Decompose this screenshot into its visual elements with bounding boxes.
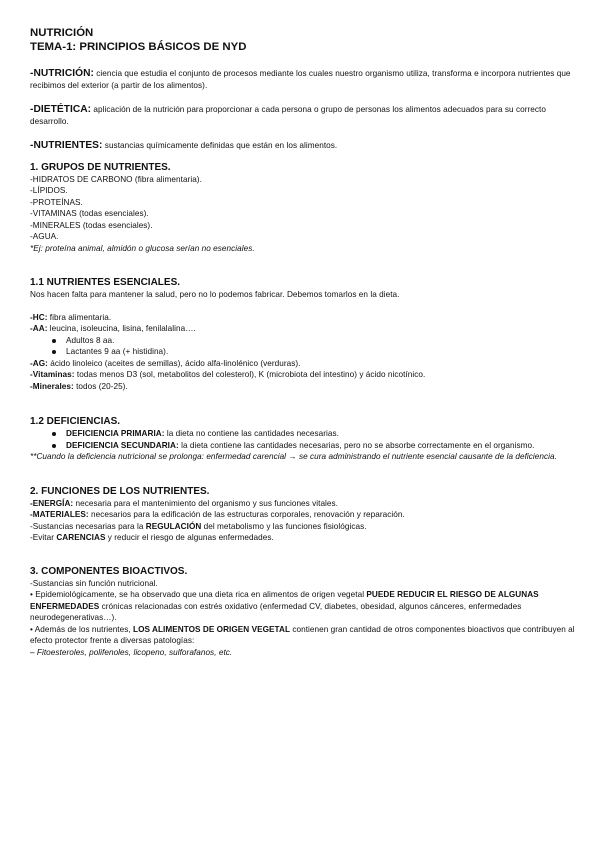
function-energia [30, 498, 575, 510]
function-carencias [30, 532, 575, 544]
list-item: -HIDRATOS DE CARBONO (fibra alimentaria). [30, 174, 202, 184]
text: leucina, isoleucina, lisina, fenilalalina…. [47, 324, 196, 333]
list-item: -AGUA. [30, 232, 59, 241]
essentials-intro: Nos hacen falta para mantener la salud, pero no lo podemos fabricar. Debemos tomarlos en la dieta. [30, 290, 400, 299]
definition-dietetica [30, 104, 575, 127]
text: ácido linoleico (aceites de semillas), ácido alfa-linolénico (verduras). [47, 358, 301, 368]
bioactive-examples: – Fitoesteroles, polifenoles, licopeno, sulforafanos, etc. [30, 647, 233, 657]
text: la dieta no contiene las cantidades necesarias. [164, 429, 339, 438]
definition-term: -NUTRIENTES: [30, 140, 103, 151]
text: necesarios para la edificación de las estructuras corporales, renovación y reparación. [88, 510, 405, 519]
bioactive-vegetal [30, 624, 575, 647]
bullet-item [30, 440, 575, 452]
definition-term: -DIETÉTICA: [30, 104, 92, 115]
text: crónicas relacionadas con estrés oxidativo (enfermedad CV, diabetes, obesidad, algunos cánceres, enfermedades neurodegenerativas…). [30, 601, 522, 622]
text: -Evitar [30, 533, 57, 542]
document-subtitle: TEMA-1: PRINCIPIOS BÁSICOS DE NYD [30, 41, 247, 53]
list-item: -MINERALES (todas esenciales). [30, 220, 153, 230]
text: la dieta contiene las cantidades necesarias, pero no se absorbe correctamente en el organismo. [178, 440, 535, 450]
section-heading-deficiencias: 1.2 DEFICIENCIAS. [30, 416, 121, 427]
list-item: -LÍPIDOS. [30, 186, 68, 195]
label: LOS ALIMENTOS DE ORIGEN VEGETAL [133, 624, 291, 634]
essentials-hc [30, 312, 575, 324]
essentials-ag [30, 358, 575, 370]
definition-text: ciencia que estudia el conjunto de procesos mediante los cuales nuestro organismo utiliza, transforma e incorpora nutrientes que recibimos del exterior (a partir de los alimentos). [30, 69, 571, 90]
list-item: -VITAMINAS (todas esenciales). [30, 209, 149, 218]
text: todas menos D3 (sol, metabolitos del colesterol), K (microbiota del intestino) y ácido nicotínico. [74, 370, 426, 379]
arrow-icon: → [288, 452, 297, 461]
text: necesaria para el mantenimiento del organismo y sus funciones vitales. [73, 498, 338, 508]
definition-term: -NUTRICIÓN: [30, 68, 94, 79]
document-title: NUTRICIÓN [30, 27, 94, 39]
section-heading-bioactivos: 3. COMPONENTES BIOACTIVOS. [30, 565, 188, 577]
bullet-item [30, 428, 575, 440]
bioactive-line: -Sustancias sin función nutricional. [30, 578, 158, 588]
label: DEFICIENCIA SECUNDARIA: [66, 440, 179, 450]
definition-text: aplicación de la nutrición para proporcionar a cada persona o grupo de personas los alimentos adecuados para su correcto desarrollo. [30, 105, 546, 126]
label: REGULACIÓN [145, 521, 202, 531]
label: -AA: [30, 324, 48, 333]
label: -ENERGÍA: [30, 498, 74, 508]
section-heading-funciones: 2. FUNCIONES DE LOS NUTRIENTES. [30, 485, 210, 497]
label: -Vitaminas: [30, 370, 75, 379]
function-regulacion [30, 521, 575, 533]
label: -AG: [30, 358, 48, 368]
text: del metabolismo y las funciones fisiológicas. [201, 521, 367, 531]
note-text: se cura administrando el nutriente esencial causante de la deficiencia. [296, 452, 557, 461]
essentials-vitaminas [30, 369, 575, 381]
bullet-item: Lactantes 9 aa (+ histidina). [30, 346, 575, 358]
text: -Sustancias necesarias para la [30, 521, 146, 531]
note-text: **Cuando la deficiencia nutricional se prolonga: enfermedad carencial [30, 452, 289, 461]
aa-bullet-list [30, 335, 575, 358]
section-heading-esenciales: 1.1 NUTRIENTES ESENCIALES. [30, 277, 181, 288]
label: -MATERIALES: [30, 510, 89, 519]
label: DEFICIENCIA PRIMARIA: [66, 429, 165, 438]
bullet-item: Adultos 8 aa. [30, 335, 575, 347]
label: PUEDE REDUCIR EL RIESGO DE ALGUNAS ENFERMEDADES [30, 590, 539, 611]
text: • Además de los nutrientes, [30, 624, 134, 634]
deficiency-note [30, 451, 575, 463]
definition-text: sustancias químicamente definidas que están en los alimentos. [102, 141, 338, 150]
groups-note: *Ej: proteína animal, almidón o glucosa serían no esenciales. [30, 243, 255, 253]
text: • Epidemiológicamente, se ha observado que una dieta rica en alimentos de origen vegetal [30, 590, 367, 599]
function-materiales [30, 509, 575, 521]
essentials-minerales [30, 381, 575, 393]
document-page [30, 26, 575, 658]
list-item: -PROTEÍNAS. [30, 197, 83, 207]
essentials-aa [30, 323, 575, 335]
text: y reducir el riesgo de algunas enfermedades. [105, 533, 274, 542]
bioactive-epidemiology [30, 589, 575, 624]
text: fibra alimentaria. [47, 312, 112, 322]
section-heading-grupos: 1. GRUPOS DE NUTRIENTES. [30, 161, 171, 173]
text: todos (20-25). [73, 381, 128, 391]
deficiency-list [30, 428, 575, 451]
text: contienen gran cantidad de otros componentes bioactivos que contribuyen al efecto protector frente a diversas patologías: [30, 624, 575, 645]
label: -HC: [30, 312, 48, 322]
label: CARENCIAS [56, 533, 106, 542]
definition-nutrientes [30, 140, 575, 152]
label: -Minerales: [30, 381, 74, 391]
definition-nutricion [30, 68, 575, 91]
